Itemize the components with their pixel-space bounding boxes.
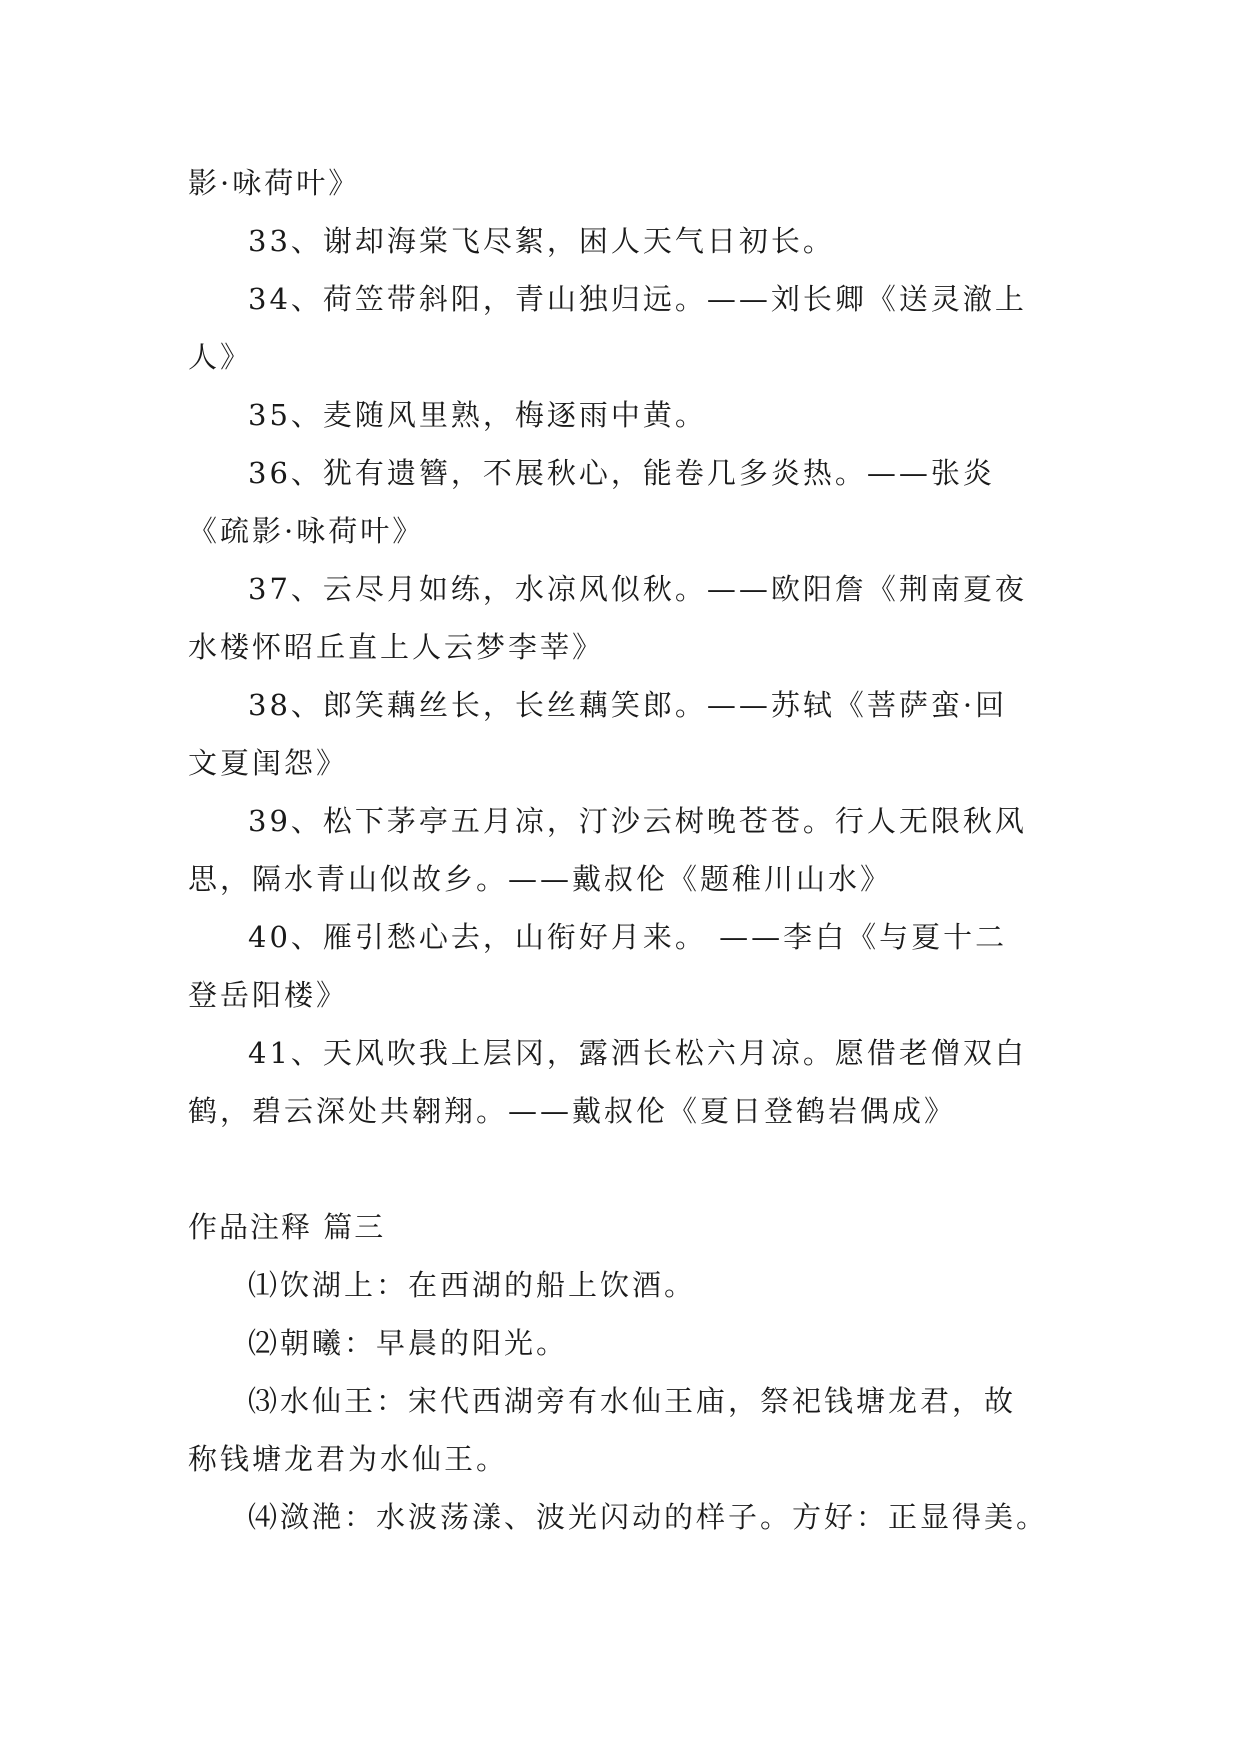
section-heading: 作品注释 篇三 bbox=[188, 1210, 386, 1244]
text-line: 鹤，碧云深处共翱翔。——戴叔伦《夏日登鹤岩偶成》 bbox=[188, 1094, 957, 1128]
section-gap bbox=[188, 1140, 1048, 1198]
poem-item-40: 40、雁引愁心去，山衔好月来。 ——李白《与夏十二 bbox=[248, 920, 1008, 954]
text-line: 文夏闺怨》 bbox=[188, 746, 349, 780]
note-item-3: ⑶水仙王：宋代西湖旁有水仙王庙，祭祀钱塘龙君，故 bbox=[248, 1384, 1017, 1418]
text-line: 思，隔水青山似故乡。——戴叔伦《题稚川山水》 bbox=[188, 862, 893, 896]
note-item-1: ⑴饮湖上：在西湖的船上饮酒。 bbox=[248, 1268, 697, 1302]
text-line: 称钱塘龙君为水仙王。 bbox=[188, 1442, 509, 1476]
poem-item-41: 41、天风吹我上层冈，露洒长松六月凉。愿借老僧双白 bbox=[248, 1036, 1027, 1070]
text-line: 登岳阳楼》 bbox=[188, 978, 349, 1012]
poem-list bbox=[188, 154, 1048, 1140]
note-item-2: ⑵朝曦：早晨的阳光。 bbox=[248, 1326, 569, 1360]
text-line: 《疏影·咏荷叶》 bbox=[188, 514, 425, 548]
poem-item-39: 39、松下茅亭五月凉，汀沙云树晚苍苍。行人无限秋风 bbox=[248, 804, 1027, 838]
poem-item-36: 36、犹有遗簪，不展秋心，能卷几多炎热。——张炎 bbox=[248, 456, 995, 490]
text-line: 影·咏荷叶》 bbox=[188, 166, 361, 200]
text-line: 人》 bbox=[188, 340, 253, 374]
poem-item-38: 38、郎笑藕丝长，长丝藕笑郎。——苏轼《菩萨蛮·回 bbox=[248, 688, 1008, 722]
notes-section bbox=[188, 1198, 1048, 1546]
note-item-4: ⑷潋滟：水波荡漾、波光闪动的样子。方好：正显得美。 bbox=[248, 1500, 1049, 1534]
document-page bbox=[188, 154, 1048, 1546]
text-line: 水楼怀昭丘直上人云梦李莘》 bbox=[188, 630, 605, 664]
poem-item-33: 33、谢却海棠飞尽絮，困人天气日初长。 bbox=[248, 224, 835, 258]
poem-item-35: 35、麦随风里熟，梅逐雨中黄。 bbox=[248, 398, 707, 432]
poem-item-37: 37、云尽月如练，水凉风似秋。——欧阳詹《荆南夏夜 bbox=[248, 572, 1027, 606]
poem-item-34: 34、荷笠带斜阳，青山独归远。——刘长卿《送灵澈上 bbox=[248, 282, 1027, 316]
